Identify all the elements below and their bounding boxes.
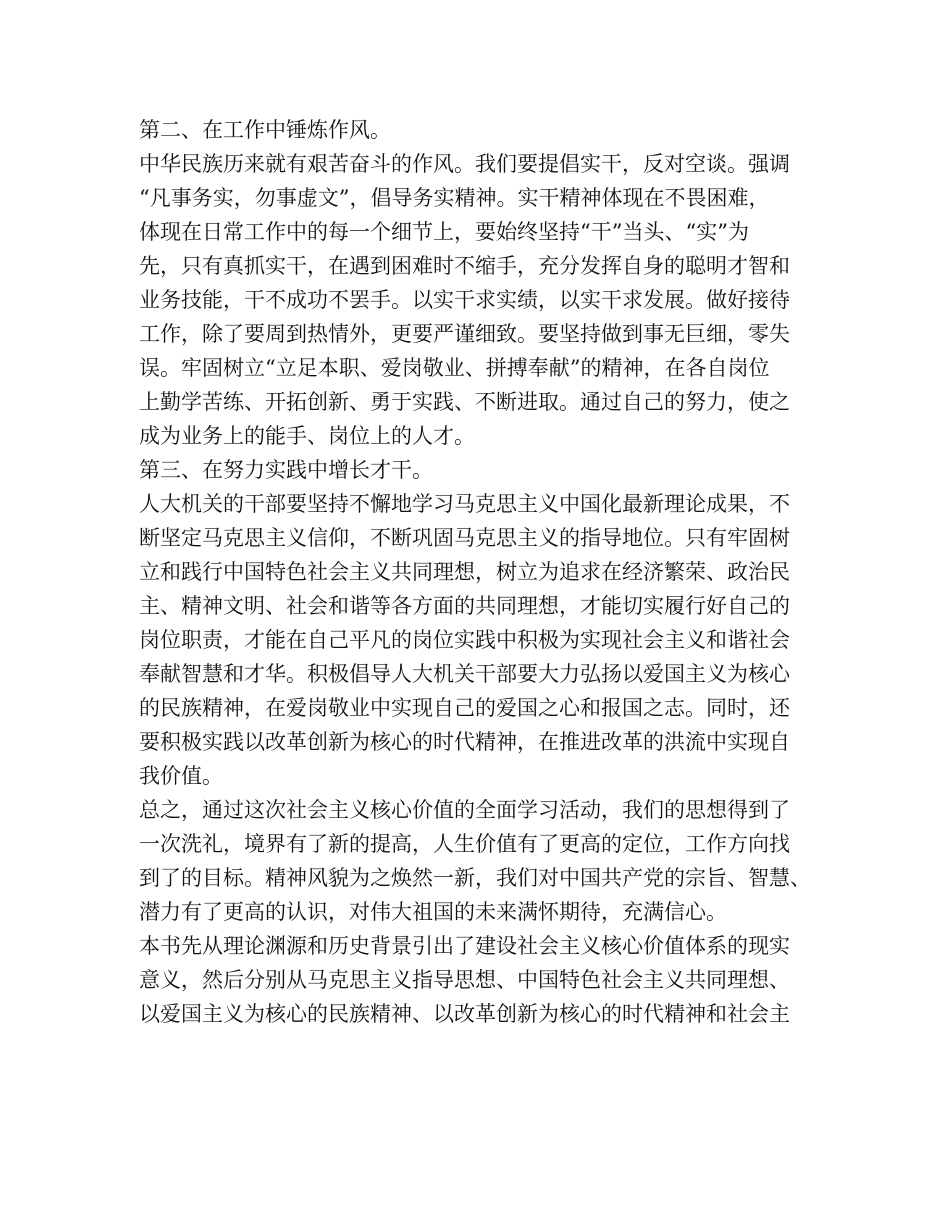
text-line: 立和践行中国特色社会主义共同理想，树立为追求在经济繁荣、政治民	[139, 560, 790, 584]
heading-section-two: 第二、在工作中锤炼作风。	[139, 118, 391, 142]
text-line: 我价值。	[139, 764, 223, 788]
text-line: 人大机关的干部要坚持不懈地学习马克思主义中国化最新理论成果，不	[139, 492, 790, 516]
text-line: 主、精神文明、社会和谐等各方面的共同理想，才能切实履行好自己的	[139, 594, 790, 618]
text-line: 的民族精神，在爱岗敬业中实现自己的爱国之心和报国之志。同时，还	[139, 696, 790, 720]
text-line: 业务技能，干不成功不罢手。以实干求实绩，以实干求发展。做好接待	[139, 288, 790, 312]
text-line: 先，只有真抓实干，在遇到困难时不缩手，充分发挥自身的聪明才智和	[139, 254, 790, 278]
text-line: 中华民族历来就有艰苦奋斗的作风。我们要提倡实干，反对空谈。强调	[139, 152, 790, 176]
text-line: 潜力有了更高的认识，对伟大祖国的未来满怀期待，充满信心。	[139, 900, 727, 924]
text-line: 断坚定马克思主义信仰，不断巩固马克思主义的指导地位。只有牢固树	[139, 526, 790, 550]
text-line: 体现在日常工作中的每一个细节上，要始终坚持“干”当头、“实”为	[139, 220, 749, 244]
text-line: 以爱国主义为核心的民族精神、以改革创新为核心的时代精神和社会主	[139, 1002, 790, 1026]
text-line: 误。牢固树立“立足本职、爱岗敬业、拼搏奉献”的精神，在各自岗位	[139, 356, 770, 380]
text-line: 工作，除了要周到热情外，更要严谨细致。要坚持做到事无巨细，零失	[139, 322, 790, 346]
document-body	[139, 113, 839, 1031]
text-line: “凡事务实，勿事虚文”，倡导务实精神。实干精神体现在不畏困难，	[139, 186, 770, 210]
text-line: 成为业务上的能手、岗位上的人才。	[139, 424, 475, 448]
heading-section-three: 第三、在努力实践中增长才干。	[139, 458, 433, 482]
text-line: 上勤学苦练、开拓创新、勇于实践、不断进取。通过自己的努力，使之	[139, 390, 790, 414]
text-line: 本书先从理论渊源和历史背景引出了建设社会主义核心价值体系的现实	[139, 934, 790, 958]
text-line: 到了的目标。精神风貌为之焕然一新，我们对中国共产党的宗旨、智慧、	[139, 866, 811, 890]
text-line: 意义，然后分别从马克思主义指导思想、中国特色社会主义共同理想、	[139, 968, 790, 992]
text-line: 岗位职责，才能在自己平凡的岗位实践中积极为实现社会主义和谐社会	[139, 628, 790, 652]
text-line: 奉献智慧和才华。积极倡导人大机关干部要大力弘扬以爱国主义为核心	[139, 662, 790, 686]
text-line: 一次洗礼，境界有了新的提高，人生价值有了更高的定位，工作方向找	[139, 832, 790, 856]
text-line: 要积极实践以改革创新为核心的时代精神，在推进改革的洪流中实现自	[139, 730, 790, 754]
text-line: 总之，通过这次社会主义核心价值的全面学习活动，我们的思想得到了	[139, 798, 790, 822]
